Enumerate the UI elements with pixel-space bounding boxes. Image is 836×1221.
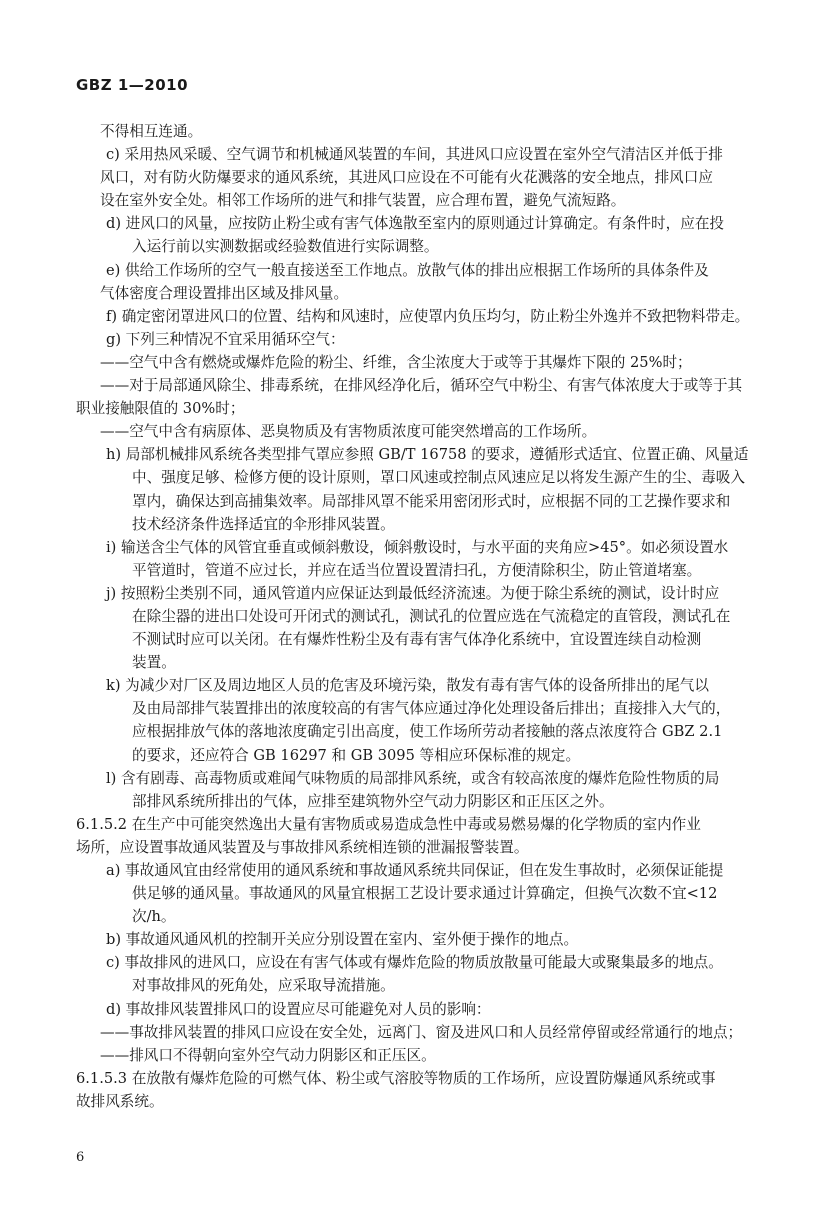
dash-item: ——空气中含有病原体、恶臭物质及有害物质浓度可能突然增高的工作场所。 — [100, 423, 597, 441]
list-item-l: l) 含有剧毒、高毒物质或难闻气味物质的局部排风系统，或含有较高浓度的爆炸危险性物质的局 — [106, 769, 720, 787]
list-item-h: h) 局部机械排风系统各类型排气罩应参照 GB/T 16758 的要求，遵循形式适宜、位置正确、风量适 — [106, 446, 749, 464]
text-line: 入运行前以实测数据或经验数值进行实际调整。 — [132, 238, 439, 256]
text-line: 职业接触限值的 30%时； — [76, 400, 245, 418]
dash-item: ——对于局部通风除尘、排毒系统，在排风经净化后，循环空气中粉尘、有害气体浓度大于或等于其 — [100, 377, 743, 395]
text-line: 次/h。 — [132, 908, 176, 926]
text-line: 故排风系统。 — [76, 1092, 164, 1110]
text-line: 在除尘器的进出口处设可开闭式的测试孔，测试孔的位置应选在气流稳定的直管段，测试孔在 — [132, 607, 731, 625]
document-header: GBZ 1—2010 — [76, 76, 189, 94]
list-item-f: f) 确定密闭罩进风口的位置、结构和风速时，应使罩内负压均匀，防止粉尘外逸并不致把物料带走。 — [106, 307, 750, 325]
list-item-k: k) 为减少对厂区及周边地区人员的危害及环境污染，散发有毒有害气体的设备所排出的尾气以 — [106, 677, 709, 695]
section-6-1-5-2: 6.1.5.2 在生产中可能突然逸出大量有害物质或易造成急性中毒或易燃易爆的化学物质的室内作业 — [76, 815, 701, 833]
text-line: 不测试时应可以关闭。在有爆炸性粉尘及有毒有害气体净化系统中，宜设置连续自动检测 — [132, 631, 702, 649]
text-line: 设在室外安全处。相邻工作场所的进气和排气装置，应合理布置，避免气流短路。 — [100, 192, 626, 210]
list-item-a: a) 事故通风宜由经常使用的通风系统和事故通风系统共同保证，但在发生事故时，必须保证能提 — [106, 862, 724, 879]
section-6-1-5-3: 6.1.5.3 在放散有爆炸危险的可燃气体、粉尘或气溶胶等物质的工作场所，应设置防爆通风系统或事 — [76, 1069, 716, 1087]
list-item-g: g) 下列三种情况不宜采用循环空气： — [106, 330, 345, 348]
text-line: 装置。 — [132, 654, 176, 672]
list-item-b: b) 事故通风通风机的控制开关应分别设置在室内、室外便于操作的地点。 — [106, 931, 579, 949]
text-line: 平管道时，管道不应过长，并应在适当位置设置清扫孔，方便清除积尘，防止管道堵塞。 — [132, 561, 702, 579]
list-item-c2: c) 事故排风的进风口，应设在有害气体或有爆炸危险的物质放散量可能最大或聚集最多的地点。 — [106, 954, 723, 972]
list-item-j: j) 按照粉尘类别不同，通风管道内应保证达到最低经济流速。为便于除尘系统的测试，设计时应 — [106, 584, 720, 602]
text-line: 的要求，还应符合 GB 16297 和 GB 3095 等相应环保标准的规定。 — [132, 746, 581, 764]
dash-item: ——空气中含有燃烧或爆炸危险的粉尘、纤维，含尘浓度大于或等于其爆炸下限的 25%时； — [100, 353, 692, 371]
text-line: 罩内，确保达到高捕集效率。局部排风罩不能采用密闭形式时，应根据不同的工艺操作要求和 — [132, 492, 731, 510]
list-item-c: c) 采用热风采暖、空气调节和机械通风装置的车间，其进风口应设置在室外空气清洁区并低于排 — [106, 146, 723, 164]
text-line: 气体密度合理设置排出区域及排风量。 — [100, 284, 349, 302]
dash-item: ——事故排风装置的排风口应设在安全处，远离门、窗及进风口和人员经常停留或经常通行的地点； — [100, 1023, 743, 1041]
list-item-i: i) 输送含尘气体的风管宜垂直或倾斜敷设，倾斜敷设时，与水平面的夹角应>45°。如必须设置水 — [106, 538, 729, 556]
text-line: 部排风系统所排出的气体，应排至建筑物外空气动力阴影区和正压区之外。 — [132, 792, 614, 810]
body-text — [76, 120, 766, 1113]
text-line: 对事故排风的死角处，应采取导流措施。 — [132, 977, 395, 995]
list-item-d: d) 进风口的风量，应按防止粉尘或有害气体逸散至室内的原则通过计算确定。有条件时，应在投 — [106, 215, 725, 233]
text-line: 技术经济条件选择适宜的伞形排风装置。 — [132, 515, 395, 533]
list-item-e: e) 供给工作场所的空气一般直接送至工作地点。放散气体的排出应根据工作场所的具体条件及 — [106, 261, 709, 279]
text-line: 中、强度足够、检修方便的设计原则，罩口风速或控制点风速应足以将发生源产生的尘、毒吸入 — [132, 469, 745, 487]
text-line: 不得相互连通。 — [100, 123, 203, 140]
text-line: 应根据排放气体的落地浓度确定引出高度，使工作场所劳动者接触的落点浓度符合 GBZ 2.1 — [132, 723, 723, 741]
dash-item: ——排风口不得朝向室外空气动力阴影区和正压区。 — [100, 1046, 436, 1064]
page-number: 6 — [76, 1150, 85, 1165]
text-line: 供足够的通风量。事故通风的风量宜根据工艺设计要求通过计算确定，但换气次数不宜<12 — [132, 885, 718, 903]
text-line: 场所，应设置事故通风装置及与事故排风系统相连锁的泄漏报警装置。 — [76, 838, 529, 856]
text-line: 及由局部排气装置排出的浓度较高的有害气体应通过净化处理设备后排出；直接排入大气的， — [132, 700, 731, 718]
text-line: 风口，对有防火防爆要求的通风系统，其进风口应设在不可能有火花溅落的安全地点，排风口应 — [100, 169, 713, 187]
list-item-d2: d) 事故排风装置排风口的设置应尽可能避免对人员的影响： — [106, 1000, 491, 1018]
